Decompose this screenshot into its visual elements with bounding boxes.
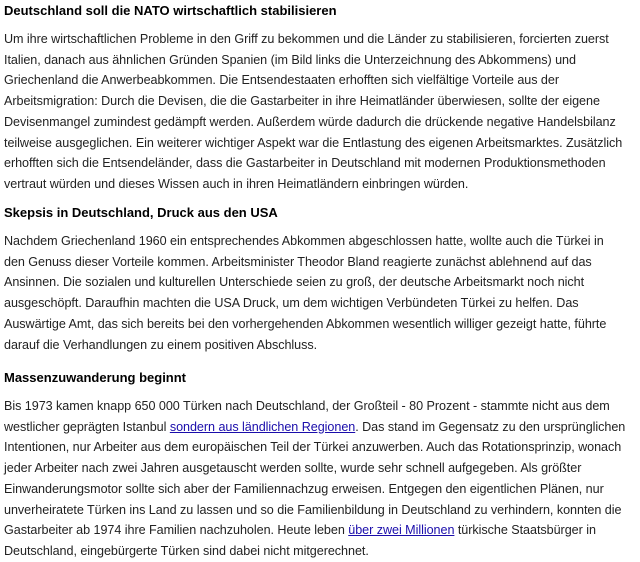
text-line: Devisenmangel zumindest gedämpft werden. Außerdem würde dadurch die drückende negative Handelsbilanz bbox=[4, 114, 616, 129]
text-line: Italien, danach aus ähnlichen Gründen Spanien (im Bild links die Unterzeichnung des Abkommens) und bbox=[4, 52, 576, 67]
text-fragment: Gastarbeiter ab 1974 ihre Familien nachzuholen. Heute leben bbox=[4, 523, 349, 538]
text-fragment: . Das stand im Gegensatz zu den ursprünglichen bbox=[355, 419, 626, 434]
text-line bbox=[4, 417, 625, 438]
text-line: darauf die Verhandlungen zu einem positiven Abschluss. bbox=[4, 337, 318, 352]
text-line: jeder Arbeiter nach zwei Jahren ausgetauscht werden sollte, wurde sehr schnell aufgegeben. Als größter bbox=[4, 461, 582, 476]
text-line: Griechenland die Anwerbeabkommen. Die Entsendestaaten erhofften sich vielfältige Vorteile aus der bbox=[4, 73, 559, 88]
text-line: unverheiratete Türken ins Land zu lassen und so die Familienbildung in Deutschland zu verhindern, konnten die bbox=[4, 502, 622, 517]
link-zwei-millionen[interactable]: über zwei Millionen bbox=[348, 523, 455, 538]
text-fragment: westlicher geprägten Istanbul bbox=[4, 419, 170, 434]
text-line: den Genuss dieser Vorteile kommen. Arbeitsminister Theodor Bland reagierte zunächst ablehnend auf das bbox=[4, 254, 592, 269]
text-line: vertraut würden und dieses Wissen auch in ihren Heimatländern einbringen würden. bbox=[4, 176, 469, 191]
text-line: Intentionen, nur Arbeiter aus dem europäischen Teil der Türkei anzuwerben. Auch das Rotationsprinzip, wonach bbox=[4, 440, 622, 455]
text-line: Ansinnen. Die sozialen und kulturellen Unterschiede seien zu groß, der deutsche Arbeitsmarkt noch nicht bbox=[4, 275, 585, 290]
text-line: teilweise ausgeglichen. Ein weiterer wichtiger Aspekt war die Entlastung des eigenen Arbeitsmarktes. Zusätzlich bbox=[4, 135, 623, 150]
section-heading-skepsis: Skepsis in Deutschland, Druck aus den USA bbox=[4, 205, 278, 220]
text-fragment: türkische Staatsbürger in bbox=[454, 523, 596, 538]
text-line: ausgeschöpft. Daraufhin machten die USA Druck, um dem wichtigen Verbündeten Türkei zu helfen. Das bbox=[4, 296, 579, 311]
text-line: Einwanderungsmotor sollte sich aber der Familiennachzug erweisen. Entgegen den eigentlichen Plänen, nur bbox=[4, 481, 604, 496]
section-paragraph-skepsis bbox=[4, 231, 606, 355]
text-line: Um ihre wirtschaftlichen Probleme in den Griff zu bekommen und die Länder zu stabilisieren, forcierten zuerst bbox=[4, 32, 609, 46]
text-line: Arbeitsmigration: Durch die Devisen, die die Gastarbeiter in ihre Heimatländer überwiesen, sollte der eigene bbox=[4, 94, 600, 109]
text-line: Deutschland, eingebürgerte Türken sind dabei nicht mitgerechnet. bbox=[4, 543, 369, 558]
text-line: erhofften sich die Entsendeländer, dass die Gastarbeiter in Deutschland mit modernen Produktionsmethoden bbox=[4, 156, 606, 171]
section-paragraph-nato bbox=[4, 29, 622, 195]
section-heading-massenzuwanderung: Massenzuwanderung beginnt bbox=[4, 370, 187, 385]
text-line: Auswärtige Amt, das sich bereits bei den vorhergehenden Abkommen wesentlich williger gezeigt hatte, führte bbox=[4, 316, 607, 331]
link-laendliche-regionen[interactable]: sondern aus ländlichen Regionen bbox=[169, 419, 356, 434]
text-line: Nachdem Griechenland 1960 ein entsprechendes Abkommen abgeschlossen hatte, wollte auch die Türkei in bbox=[4, 234, 604, 248]
text-line bbox=[4, 520, 625, 541]
text-line: Bis 1973 kamen knapp 650 000 Türken nach Deutschland, der Großteil - 80 Prozent - stammte nicht aus dem bbox=[4, 399, 610, 413]
section-paragraph-massenzuwanderung bbox=[4, 396, 625, 562]
section-heading-nato: Deutschland soll die NATO wirtschaftlich stabilisieren bbox=[4, 3, 337, 18]
